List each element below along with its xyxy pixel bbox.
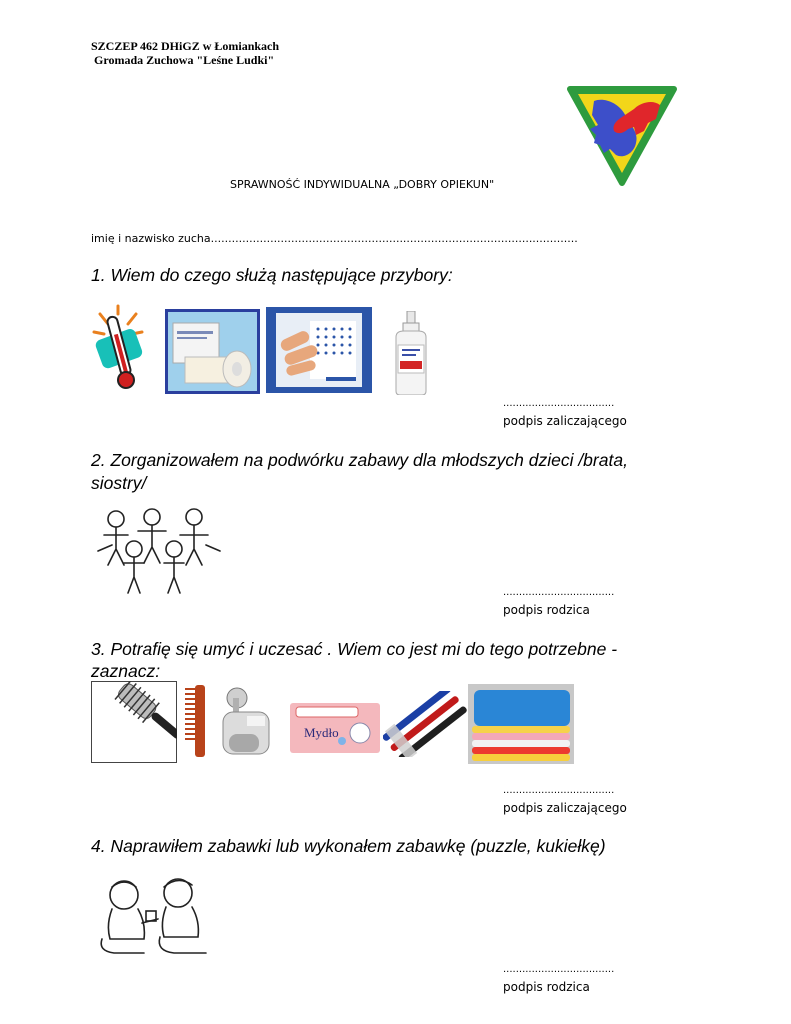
section-3-heading-line1: 3. Potrafię się umyć i uczesać . Wiem co jest mi do tego potrzebne - [91, 639, 618, 659]
signature-dots-1: ................................... [503, 398, 615, 409]
round-brush-image [91, 681, 177, 763]
children-playing-image [94, 505, 224, 597]
towels-image [468, 684, 574, 764]
children-toys-image [94, 873, 214, 959]
thermometer-image [90, 304, 146, 396]
signature-label-4: podpis rodzica [503, 980, 590, 994]
section-4-heading: 4. Naprawiłem zabawki lub wykonałem zabawkę (puzzle, kukiełkę) [91, 836, 606, 856]
bandage-box-image [165, 309, 260, 394]
signature-label-2: podpis rodzica [503, 603, 590, 617]
badge-logo [564, 83, 680, 187]
signature-label-1: podpis zaliczającego [503, 414, 627, 428]
soap-label: Mydło [304, 725, 339, 740]
pens-image [383, 691, 467, 757]
comb-image [181, 683, 211, 759]
towel-holder-image [217, 684, 277, 760]
section-1-heading: 1. Wiem do czego służą następujące przybory: [91, 265, 453, 285]
name-field: imię i nazwisko zucha......................................................................................................... [91, 232, 578, 245]
document-title: SPRAWNOŚĆ INDYWIDUALNA „DOBRY OPIEKUN" [230, 178, 495, 191]
signature-dots-4: ................................... [503, 964, 615, 975]
plasters-box-image [266, 307, 372, 393]
signature-dots-2: ................................... [503, 587, 615, 598]
disinfectant-bottle-image [388, 311, 434, 395]
section-2-heading-line2: siostry/ [91, 473, 147, 493]
signature-dots-3: ................................... [503, 785, 615, 796]
group-name: Gromada Zuchowa "Leśne Ludki" [94, 53, 275, 67]
section-2-heading-line1: 2. Zorganizowałem na podwórku zabawy dla młodszych dzieci /brata, [91, 450, 628, 470]
troop-name: SZCZEP 462 DHiGZ w Łomiankach [91, 39, 280, 53]
section-3-heading-line2: zaznacz: [91, 661, 161, 681]
signature-label-3: podpis zaliczającego [503, 801, 627, 815]
